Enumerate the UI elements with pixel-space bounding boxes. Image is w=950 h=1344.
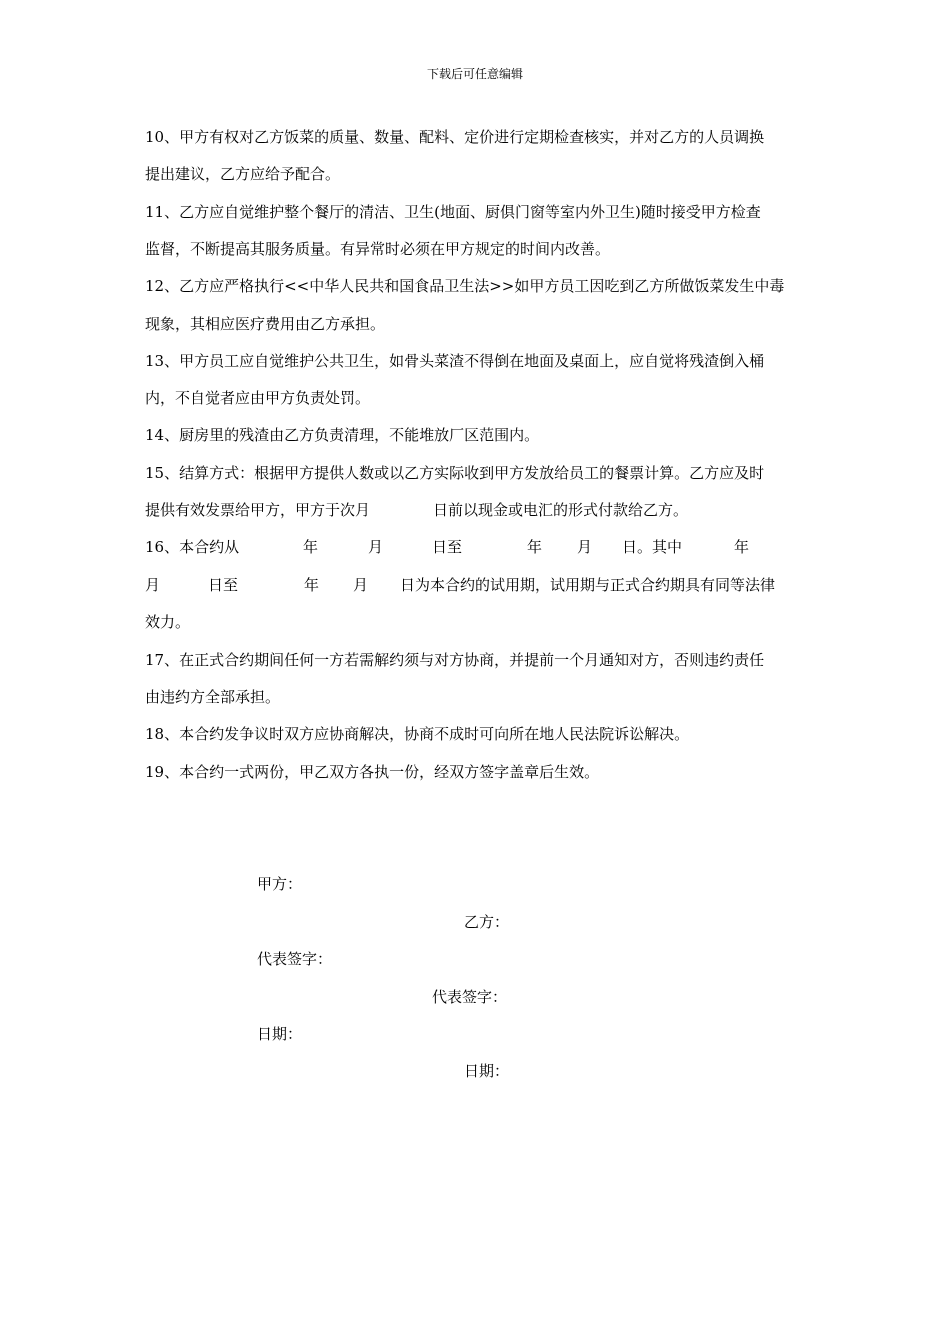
page-header: 下载后可任意编辑 [426,67,523,81]
clause-17-line-2: 由违约方全部承担。 [145,688,281,706]
clause-16-year-1: 年 [303,538,319,556]
clause-11-line-1: 11、乙方应自觉维护整个餐厅的清洁、卫生(地面、厨俱门窗等室内外卫生)随时接受甲方检查 [145,203,761,221]
clause-16-day-among: 日。其中 [622,538,683,556]
party-a-date-label: 日期： [257,1025,303,1043]
clause-12-line-1: 12、乙方应严格执行<<中华人民共和国食品卫生法>>如甲方员工因吃到乙方所做饭菜发生中毒 [145,277,785,295]
clause-11-line-2: 监督，不断提高其服务质量。有异常时必须在甲方规定的时间内改善。 [145,240,611,258]
party-b-date-label: 日期： [464,1062,510,1080]
clause-16-start: 16、本合约从 [145,538,240,556]
clause-19-line-1: 19、本合约一式两份，甲乙双方各执一份，经双方签字盖章后生效。 [145,763,600,781]
clause-16-line-3: 效力。 [145,613,191,631]
clause-16-month-2: 月 [577,538,593,556]
clause-16-day-to-2: 日至 [208,576,239,594]
party-b-label: 乙方： [464,913,510,931]
clause-15-line-1: 15、结算方式：根据甲方提供人数或以乙方实际收到甲方发放给员工的餐票计算。乙方应及时 [145,464,765,482]
clause-15-line-2a: 提供有效发票给甲方，甲方于次月 [145,501,371,519]
clause-13-line-1: 13、甲方员工应自觉维护公共卫生，如骨头菜渣不得倒在地面及桌面上，应自觉将残渣倒入桶 [145,352,765,370]
clause-16-year-2: 年 [527,538,543,556]
clause-18-line-1: 18、本合约发争议时双方应协商解决，协商不成时可向所在地人民法院诉讼解决。 [145,725,690,743]
clause-14-line-1: 14、厨房里的残渣由乙方负责清理，不能堆放厂区范围内。 [145,426,540,444]
party-a-label: 甲方： [257,875,303,893]
party-b-representative-label: 代表签字： [432,988,508,1006]
clause-13-line-2: 内，不自觉者应由甲方负责处罚。 [145,389,371,407]
clause-12-line-2: 现象，其相应医疗费用由乙方承担。 [145,315,386,333]
clause-10-line-2: 提出建议，乙方应给予配合。 [145,165,341,183]
clause-15-line-2b: 日前以现金或电汇的形式付款给乙方。 [433,501,689,519]
party-a-representative-label: 代表签字： [257,950,333,968]
clause-16-trial-text: 日为本合约的试用期，试用期与正式合约期具有同等法律 [400,576,776,594]
clause-17-line-1: 17、在正式合约期间任何一方若需解约须与对方协商，并提前一个月通知对方，否则违约责任 [145,651,765,669]
clause-16-month-4: 月 [353,576,369,594]
clause-10-line-1: 10、甲方有权对乙方饭菜的质量、数量、配料、定价进行定期检查核实，并对乙方的人员调换 [145,128,765,146]
clause-16-year-4: 年 [304,576,320,594]
clause-16-day-to-1: 日至 [432,538,463,556]
clause-16-month-3: 月 [145,576,161,594]
clause-16-year-3: 年 [734,538,750,556]
clause-16-month-1: 月 [368,538,384,556]
